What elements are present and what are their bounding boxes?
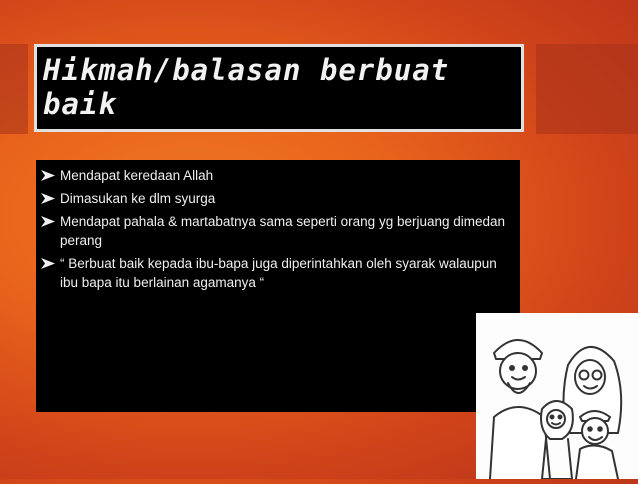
arrowhead-bullet-icon <box>40 257 56 270</box>
family-illustration <box>476 313 638 479</box>
bullet-text: Mendapat pahala & martabatnya sama seperti orang yg berjuang dimedan perang <box>60 214 506 248</box>
bullet-list <box>36 160 520 292</box>
arrowhead-bullet-icon <box>40 192 56 205</box>
family-illustration-drawing <box>476 313 638 479</box>
bullet-text: “ Berbuat baik kepada ibu-bapa juga diperintahkan oleh syarak walaupun ibu bapa itu berlainan agamanya “ <box>60 256 497 290</box>
decorative-band-right <box>536 44 638 134</box>
slide-title: Hikmah/balasan berbuat baik <box>43 53 450 121</box>
bullet-item <box>38 212 516 250</box>
arrowhead-bullet-icon <box>40 215 56 228</box>
arrowhead-bullet-icon <box>40 169 56 182</box>
title-box <box>34 44 524 132</box>
decorative-band-left <box>0 44 28 134</box>
content-box <box>36 160 520 412</box>
bullet-item <box>38 166 516 185</box>
bullet-item <box>38 254 516 292</box>
bullet-text: Dimasukan ke dlm syurga <box>60 191 216 206</box>
bullet-text: Mendapat keredaan Allah <box>60 168 214 183</box>
bullet-item <box>38 189 516 208</box>
